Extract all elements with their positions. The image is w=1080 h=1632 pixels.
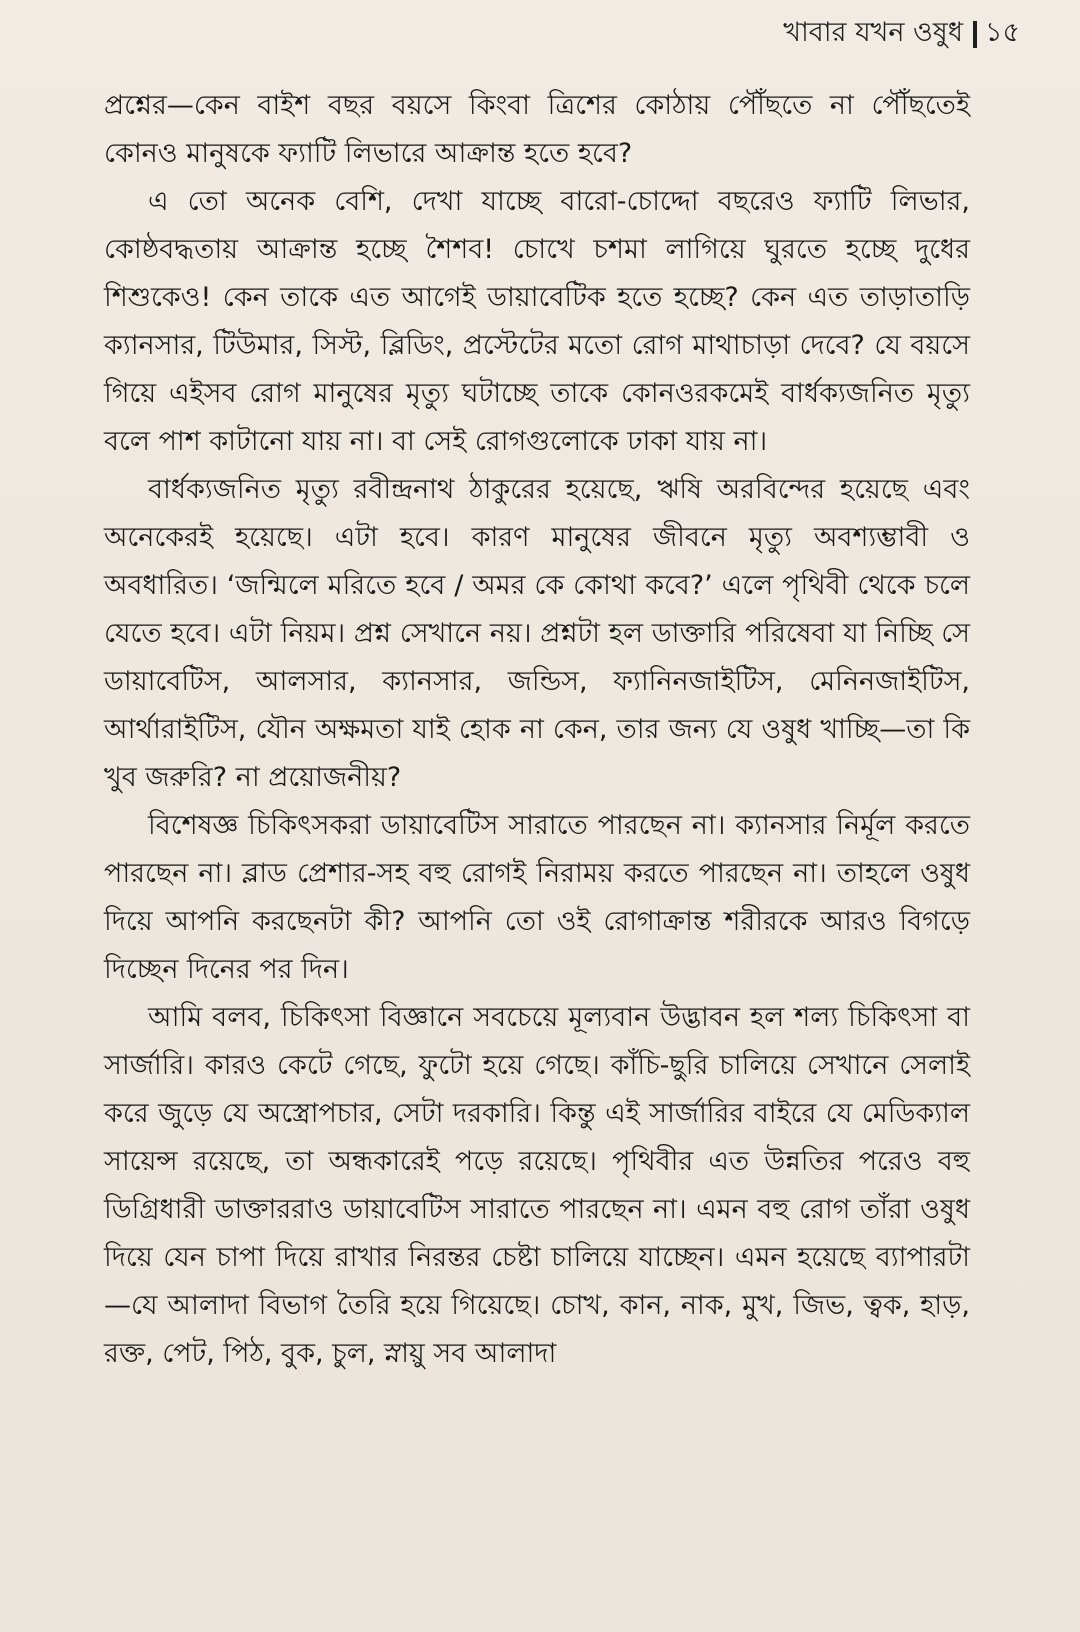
paragraph-1: প্রশ্নের—কেন বাইশ বছর বয়সে কিংবা ত্রিশের কোঠায় পৌঁছতে না পৌঁছতেই কোনও মানুষকে ফ্যাটি লিভারে আক্রান্ত হতে হবে?	[104, 90, 970, 169]
paragraph-4: বিশেষজ্ঞ চিকিৎসকরা ডায়াবেটিস সারাতে পারছেন না। ক্যানসার নির্মূল করতে পারছেন না। ব্লাড প্রেশার-সহ বহু রোগই নিরাময় করতে পারছেন না। তাহলে ওষুধ দিয়ে আপনি করছেনটা কী? আপনি তো ওই রোগাক্রান্ত শরীরকে আরও বিগড়ে দিচ্ছেন দিনের পর দিন।	[104, 810, 970, 985]
paragraph-3: বার্ধক্যজনিত মৃত্যু রবীন্দ্রনাথ ঠাকুরের হয়েছে, ঋষি অরবিন্দের হয়েছে এবং অনেকেরই হয়েছে। এটা হবে। কারণ মানুষের জীবনে মৃত্যু অবশ্যম্ভাবী ও অবধারিত। ‘জন্মিলে মরিতে হবে / অমর কে কোথা কবে?’ এলে পৃথিবী থেকে চলে যেতে হবে। এটা নিয়ম। প্রশ্ন সেখানে নয়। প্রশ্নটা হল ডাক্তারি পরিষেবা যা নিচ্ছি সে ডায়াবেটিস, আলসার, ক্যানসার, জন্ডিস, ফ্যানিনজাইটিস, মেনিনজাইটিস, আর্থারাইটিস, যৌন অক্ষমতা যাই হোক না কেন, তার জন্য যে ওষুধ খাচ্ছি—তা কি খুব জরুরি? না প্রয়োজনীয়?	[104, 474, 970, 793]
body-text	[104, 82, 970, 1378]
running-header	[783, 12, 1020, 57]
header-separator	[973, 21, 977, 48]
page-number: ১৫	[984, 17, 1020, 48]
running-header-title: খাবার যখন ওষুধ	[783, 17, 963, 48]
paragraph-5: আমি বলব, চিকিৎসা বিজ্ঞানে সবচেয়ে মূল্যবান উদ্ভাবন হল শল্য চিকিৎসা বা সার্জারি। কারও কেটে গেছে, ফুটো হয়ে গেছে। কাঁচি-ছুরি চালিয়ে সেখানে সেলাই করে জুড়ে যে অস্ত্রোপচার, সেটা দরকারি। কিন্তু এই সার্জারির বাইরে যে মেডিক্যাল সায়েন্স রয়েছে, তা অন্ধকারেই পড়ে রয়েছে। পৃথিবীর এত উন্নতির পরেও বহু ডিগ্রিধারী ডাক্তাররাও ডায়াবেটিস সারাতে পারছেন না। এমন বহু রোগ তাঁরা ওষুধ দিয়ে যেন চাপা দিয়ে রাখার নিরন্তর চেষ্টা চালিয়ে যাচ্ছেন। এমন হয়েছে ব্যাপারটা—যে আলাদা বিভাগ তৈরি হয়ে গিয়েছে। চোখ, কান, নাক, মুখ, জিভ, ত্বক, হাড়, রক্ত, পেট, পিঠ, বুক, চুল, স্নায়ু সব আলাদা	[104, 1002, 970, 1369]
paragraph-2: এ তো অনেক বেশি, দেখা যাচ্ছে বারো-চোদ্দো বছরেও ফ্যাটি লিভার, কোষ্ঠবদ্ধতায় আক্রান্ত হচ্ছে শৈশব! চোখে চশমা লাগিয়ে ঘুরতে হচ্ছে দুধের শিশুকেও! কেন তাকে এত আগেই ডায়াবেটিক হতে হচ্ছে? কেন এত তাড়াতাড়ি ক্যানসার, টিউমার, সিস্ট, ব্লিডিং, প্রস্টেটের মতো রোগ মাথাচাড়া দেবে? যে বয়সে গিয়ে এইসব রোগ মানুষের মৃত্যু ঘটাচ্ছে তাকে কোনওরকমেই বার্ধক্যজনিত মৃত্যু বলে পাশ কাটানো যায় না। বা সেই রোগগুলোকে ঢাকা যায় না।	[104, 186, 970, 457]
